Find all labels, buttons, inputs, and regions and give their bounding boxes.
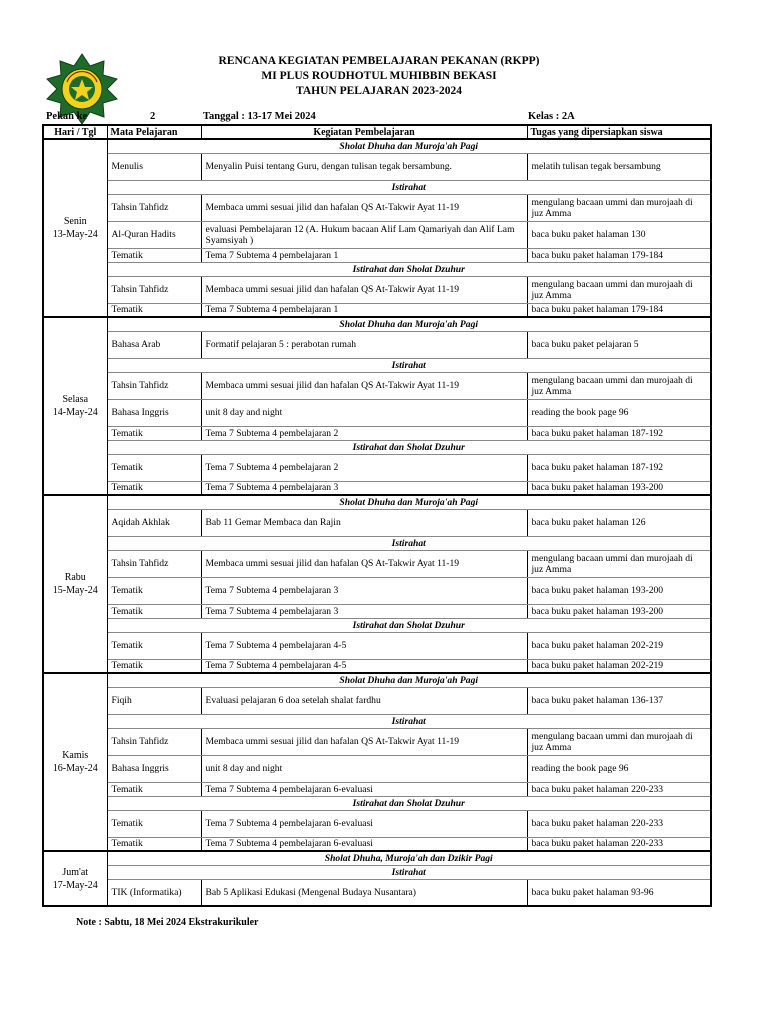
activity-cell: Membaca ummi sesuai jilid dan hafalan QS At-Takwir Ayat 11-19 xyxy=(201,194,527,221)
subject-cell: Tahsin Tahfidz xyxy=(107,194,201,221)
task-cell: baca buku paket halaman 179-184 xyxy=(527,303,711,317)
break-label: Istirahat xyxy=(107,180,711,194)
task-cell: baca buku paket halaman 136-137 xyxy=(527,687,711,714)
subject-cell: Tematik xyxy=(107,604,201,618)
day-date: 15-May-24 xyxy=(52,585,98,596)
table-row xyxy=(43,755,711,782)
day-name: Selasa xyxy=(62,394,89,405)
subject-cell: Bahasa Arab xyxy=(107,331,201,358)
task-cell: baca buku paket halaman 193-200 xyxy=(527,604,711,618)
subject-cell: Tematik xyxy=(107,481,201,495)
subject-cell: Tematik xyxy=(107,303,201,317)
title-line-2: MI PLUS ROUDHOTUL MUHIBBIN BEKASI xyxy=(261,70,497,82)
break-label: Sholat Dhuha dan Muroja'ah Pagi xyxy=(107,317,711,331)
task-cell: baca buku paket halaman 130 xyxy=(527,221,711,248)
break-row xyxy=(43,495,711,509)
break-label: Istirahat xyxy=(107,536,711,550)
task-cell: baca buku paket halaman 179-184 xyxy=(527,248,711,262)
task-cell: reading the book page 96 xyxy=(527,755,711,782)
schedule-table xyxy=(42,124,712,907)
task-cell: mengulang bacaan ummi dan murojaah di juz Amma xyxy=(527,372,711,399)
table-row xyxy=(43,481,711,495)
activity-cell: Membaca ummi sesuai jilid dan hafalan QS At-Takwir Ayat 11-19 xyxy=(201,728,527,755)
subject-cell: Tahsin Tahfidz xyxy=(107,550,201,577)
break-label: Istirahat xyxy=(107,714,711,728)
break-label: Sholat Dhuha dan Muroja'ah Pagi xyxy=(107,139,711,153)
subject-cell: Al-Quran Hadits xyxy=(107,221,201,248)
day-date: 13-May-24 xyxy=(52,229,98,240)
break-label: Istirahat xyxy=(107,358,711,372)
footer-note: Note : Sabtu, 18 Mei 2024 Ekstrakurikuler xyxy=(76,917,259,928)
subject-cell: Tematik xyxy=(107,659,201,673)
break-row xyxy=(43,139,711,153)
subject-cell: Tahsin Tahfidz xyxy=(107,372,201,399)
subject-cell: Tematik xyxy=(107,632,201,659)
activity-cell: Tema 7 Subtema 4 pembelajaran 6-evaluasi xyxy=(201,837,527,851)
break-row xyxy=(43,317,711,331)
title-line-3: TAHUN PELAJARAN 2023-2024 xyxy=(296,85,462,97)
subject-cell: Tematik xyxy=(107,810,201,837)
task-cell: mengulang bacaan ummi dan murojaah di juz Amma xyxy=(527,194,711,221)
subject-cell: Bahasa Inggris xyxy=(107,755,201,782)
activity-cell: Tema 7 Subtema 4 pembelajaran 3 xyxy=(201,577,527,604)
table-row xyxy=(43,194,711,221)
subject-cell: Tahsin Tahfidz xyxy=(107,276,201,303)
pekan-label: Pekan ke xyxy=(46,111,88,122)
table-row xyxy=(43,659,711,673)
table-row xyxy=(43,372,711,399)
kelas-label: Kelas : 2A xyxy=(528,111,575,122)
subject-cell: Tematik xyxy=(107,454,201,481)
table-row xyxy=(43,331,711,358)
header-mata-pelajaran: Mata Pelajaran xyxy=(107,125,201,139)
activity-cell: Tema 7 Subtema 4 pembelajaran 2 xyxy=(201,426,527,440)
document-title xyxy=(150,54,608,99)
tanggal-label: Tanggal : 13-17 Mei 2024 xyxy=(203,111,316,122)
task-cell: baca buku paket halaman 202-219 xyxy=(527,659,711,673)
subject-cell: Aqidah Akhlak xyxy=(107,509,201,536)
day-cell xyxy=(43,495,107,673)
activity-cell: Tema 7 Subtema 4 pembelajaran 3 xyxy=(201,481,527,495)
table-row xyxy=(43,632,711,659)
break-row xyxy=(43,714,711,728)
subject-cell: Tematik xyxy=(107,782,201,796)
table-row xyxy=(43,153,711,180)
table-row xyxy=(43,687,711,714)
break-label: Istirahat dan Sholat Dzuhur xyxy=(107,618,711,632)
table-row xyxy=(43,604,711,618)
subject-cell: Bahasa Inggris xyxy=(107,399,201,426)
day-name: Jum'at xyxy=(62,866,89,878)
subject-cell: Tahsin Tahfidz xyxy=(107,728,201,755)
activity-cell: Evaluasi pelajaran 6 doa setelah shalat fardhu xyxy=(201,687,527,714)
task-cell: mengulang bacaan ummi dan murojaah di juz Amma xyxy=(527,550,711,577)
subject-cell: Menulis xyxy=(107,153,201,180)
task-cell: baca buku paket halaman 93-96 xyxy=(527,879,711,906)
subject-cell: Tematik xyxy=(107,837,201,851)
break-label: Istirahat dan Sholat Dzuhur xyxy=(107,440,711,454)
table-row xyxy=(43,303,711,317)
header-hari-tgl: Hari / Tgl xyxy=(43,125,107,139)
break-row xyxy=(43,796,711,810)
table-row xyxy=(43,221,711,248)
break-row xyxy=(43,358,711,372)
title-line-1: RENCANA KEGIATAN PEMBELAJARAN PEKANAN (RKPP) xyxy=(218,55,540,67)
break-row xyxy=(43,440,711,454)
table-row xyxy=(43,879,711,906)
activity-cell: Tema 7 Subtema 4 pembelajaran 4-5 xyxy=(201,659,527,673)
day-date: 14-May-24 xyxy=(52,407,98,418)
break-label: Istirahat dan Sholat Dzuhur xyxy=(107,262,711,276)
activity-cell: Tema 7 Subtema 4 pembelajaran 1 xyxy=(201,248,527,262)
task-cell: baca buku paket pelajaran 5 xyxy=(527,331,711,358)
subject-cell: Tematik xyxy=(107,248,201,262)
break-label: Sholat Dhuha dan Muroja'ah Pagi xyxy=(107,673,711,687)
break-label: Sholat Dhuha dan Muroja'ah Pagi xyxy=(107,495,711,509)
break-row xyxy=(43,865,711,879)
subject-cell: TIK (Informatika) xyxy=(107,879,201,906)
task-cell: baca buku paket halaman 187-192 xyxy=(527,454,711,481)
task-cell: baca buku paket halaman 220-233 xyxy=(527,810,711,837)
activity-cell: Membaca ummi sesuai jilid dan hafalan QS At-Takwir Ayat 11-19 xyxy=(201,372,527,399)
task-cell: baca buku paket halaman 193-200 xyxy=(527,577,711,604)
header-kegiatan: Kegiatan Pembelajaran xyxy=(201,125,527,139)
day-date: 17-May-24 xyxy=(52,879,98,891)
table-row xyxy=(43,399,711,426)
task-cell: baca buku paket halaman 220-233 xyxy=(527,782,711,796)
activity-cell: Bab 5 Aplikasi Edukasi (Mengenal Budaya Nusantara) xyxy=(201,879,527,906)
break-label: Sholat Dhuha, Muroja'ah dan Dzikir Pagi xyxy=(107,851,711,865)
subject-cell: Fiqih xyxy=(107,687,201,714)
activity-cell: evaluasi Pembelajaran 12 (A. Hukum bacaan Alif Lam Qamariyah dan Alif Lam Syamsiyah ) xyxy=(201,221,527,248)
header-tugas: Tugas yang dipersiapkan siswa xyxy=(527,125,711,139)
break-row xyxy=(43,180,711,194)
activity-cell: Menyalin Puisi tentang Guru, dengan tulisan tegak bersambung. xyxy=(201,153,527,180)
activity-cell: Membaca ummi sesuai jilid dan hafalan QS At-Takwir Ayat 11-19 xyxy=(201,276,527,303)
task-cell: baca buku paket halaman 193-200 xyxy=(527,481,711,495)
subject-cell: Tematik xyxy=(107,426,201,440)
activity-cell: Tema 7 Subtema 4 pembelajaran 3 xyxy=(201,604,527,618)
task-cell: mengulang bacaan ummi dan murojaah di juz Amma xyxy=(527,728,711,755)
table-row xyxy=(43,248,711,262)
activity-cell: Tema 7 Subtema 4 pembelajaran 1 xyxy=(201,303,527,317)
activity-cell: Tema 7 Subtema 4 pembelajaran 6-evaluasi xyxy=(201,782,527,796)
day-date: 16-May-24 xyxy=(52,763,98,774)
day-cell xyxy=(43,851,107,906)
table-row xyxy=(43,509,711,536)
table-row xyxy=(43,276,711,303)
break-label: Istirahat xyxy=(107,865,711,879)
activity-cell: Formatif pelajaran 5 : perabotan rumah xyxy=(201,331,527,358)
activity-cell: unit 8 day and night xyxy=(201,399,527,426)
task-cell: melatih tulisan tegak bersambung xyxy=(527,153,711,180)
day-cell xyxy=(43,139,107,317)
table-row xyxy=(43,577,711,604)
table-row xyxy=(43,550,711,577)
task-cell: baca buku paket halaman 187-192 xyxy=(527,426,711,440)
table-row xyxy=(43,426,711,440)
task-cell: baca buku paket halaman 202-219 xyxy=(527,632,711,659)
day-name: Senin xyxy=(63,216,87,227)
day-name: Kamis xyxy=(62,750,89,761)
break-row xyxy=(43,262,711,276)
day-cell xyxy=(43,673,107,851)
activity-cell: Tema 7 Subtema 4 pembelajaran 2 xyxy=(201,454,527,481)
table-row xyxy=(43,837,711,851)
table-row xyxy=(43,454,711,481)
break-row xyxy=(43,536,711,550)
activity-cell: Tema 7 Subtema 4 pembelajaran 4-5 xyxy=(201,632,527,659)
activity-cell: unit 8 day and night xyxy=(201,755,527,782)
table-row xyxy=(43,782,711,796)
activity-cell: Membaca ummi sesuai jilid dan hafalan QS At-Takwir Ayat 11-19 xyxy=(201,550,527,577)
task-cell: mengulang bacaan ummi dan murojaah di juz Amma xyxy=(527,276,711,303)
activity-cell: Bab 11 Gemar Membaca dan Rajin xyxy=(201,509,527,536)
day-cell xyxy=(43,317,107,495)
break-row xyxy=(43,673,711,687)
table-row xyxy=(43,810,711,837)
subject-cell: Tematik xyxy=(107,577,201,604)
table-header-row xyxy=(43,125,711,139)
task-cell: reading the book page 96 xyxy=(527,399,711,426)
activity-cell: Tema 7 Subtema 4 pembelajaran 6-evaluasi xyxy=(201,810,527,837)
day-name: Rabu xyxy=(64,572,86,583)
schedule-body xyxy=(43,139,711,906)
pekan-value: 2 xyxy=(150,111,156,122)
break-label: Istirahat dan Sholat Dzuhur xyxy=(107,796,711,810)
break-row xyxy=(43,851,711,865)
task-cell: baca buku paket halaman 220-233 xyxy=(527,837,711,851)
table-row xyxy=(43,728,711,755)
task-cell: baca buku paket halaman 126 xyxy=(527,509,711,536)
break-row xyxy=(43,618,711,632)
